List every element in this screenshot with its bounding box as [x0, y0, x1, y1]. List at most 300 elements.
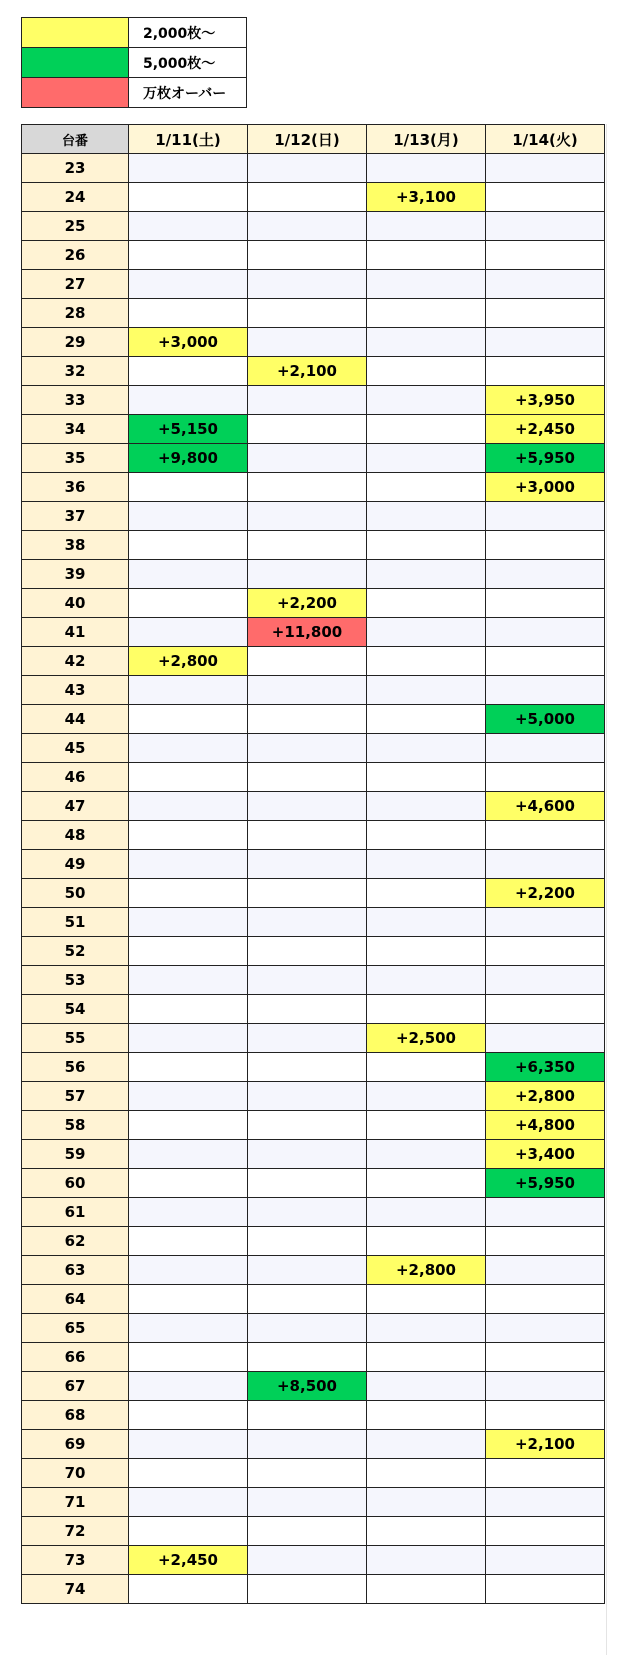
result-cell [248, 1140, 367, 1169]
result-cell [367, 328, 486, 357]
result-cell [248, 1575, 367, 1604]
result-cell [248, 473, 367, 502]
result-cell [367, 995, 486, 1024]
result-cell [129, 1140, 248, 1169]
machine-number: 26 [22, 241, 129, 270]
result-cell [367, 1343, 486, 1372]
result-cell [129, 531, 248, 560]
result-cell [248, 502, 367, 531]
result-cell [129, 1082, 248, 1111]
table-row [22, 1053, 605, 1082]
machine-number: 70 [22, 1459, 129, 1488]
table-row [22, 241, 605, 270]
result-cell [129, 154, 248, 183]
result-cell [367, 502, 486, 531]
table-row [22, 792, 605, 821]
machine-number: 68 [22, 1401, 129, 1430]
result-cell [129, 241, 248, 270]
result-cell: +5,950 [486, 1169, 605, 1198]
machine-number: 37 [22, 502, 129, 531]
machine-number: 48 [22, 821, 129, 850]
table-row [22, 1140, 605, 1169]
machine-number: 74 [22, 1575, 129, 1604]
result-cell: +8,500 [248, 1372, 367, 1401]
table-row [22, 1546, 605, 1575]
result-cell [129, 270, 248, 299]
result-cell [248, 879, 367, 908]
result-cell [486, 1024, 605, 1053]
result-cell [129, 792, 248, 821]
result-cell [248, 792, 367, 821]
result-cell [367, 1575, 486, 1604]
machine-number: 35 [22, 444, 129, 473]
result-cell [367, 299, 486, 328]
result-cell [248, 531, 367, 560]
result-cell [248, 328, 367, 357]
table-row [22, 1082, 605, 1111]
result-cell: +11,800 [248, 618, 367, 647]
result-cell [486, 1227, 605, 1256]
machine-number: 58 [22, 1111, 129, 1140]
result-cell [248, 1546, 367, 1575]
machine-number: 69 [22, 1430, 129, 1459]
machine-number: 29 [22, 328, 129, 357]
result-cell: +2,200 [248, 589, 367, 618]
result-cell [486, 821, 605, 850]
machine-number: 24 [22, 183, 129, 212]
result-cell [248, 299, 367, 328]
result-cell: +3,000 [129, 328, 248, 357]
table-row [22, 763, 605, 792]
result-cell [248, 1343, 367, 1372]
table-row [22, 618, 605, 647]
result-cell: +4,600 [486, 792, 605, 821]
result-cell: +2,800 [129, 647, 248, 676]
machine-number: 53 [22, 966, 129, 995]
result-cell [248, 1227, 367, 1256]
result-cell: +5,150 [129, 415, 248, 444]
machine-number: 56 [22, 1053, 129, 1082]
result-cell [248, 1169, 367, 1198]
machine-number: 73 [22, 1546, 129, 1575]
result-cell [248, 444, 367, 473]
result-cell [248, 560, 367, 589]
table-row [22, 821, 605, 850]
result-cell [367, 705, 486, 734]
result-cell [367, 1314, 486, 1343]
machine-result-table [21, 124, 605, 1604]
result-cell [367, 1517, 486, 1546]
result-cell [129, 589, 248, 618]
machine-number: 49 [22, 850, 129, 879]
table-row [22, 1024, 605, 1053]
result-cell [486, 241, 605, 270]
machine-number: 65 [22, 1314, 129, 1343]
result-cell [486, 647, 605, 676]
result-cell [248, 850, 367, 879]
result-cell [486, 937, 605, 966]
result-cell [367, 734, 486, 763]
machine-number: 42 [22, 647, 129, 676]
table-row [22, 502, 605, 531]
header-date: 1/13(月) [367, 125, 486, 154]
header-date: 1/11(土) [129, 125, 248, 154]
result-cell [129, 1198, 248, 1227]
result-cell [486, 995, 605, 1024]
table-row [22, 386, 605, 415]
result-cell: +6,350 [486, 1053, 605, 1082]
result-cell [129, 966, 248, 995]
legend-label: 5,000枚～ [129, 48, 247, 78]
table-row [22, 734, 605, 763]
result-cell [248, 154, 367, 183]
result-cell [367, 879, 486, 908]
machine-number: 23 [22, 154, 129, 183]
result-cell [248, 1314, 367, 1343]
table-row [22, 676, 605, 705]
result-cell [367, 821, 486, 850]
table-row [22, 1285, 605, 1314]
result-cell [367, 444, 486, 473]
table-row [22, 1198, 605, 1227]
result-cell [486, 676, 605, 705]
result-cell [486, 154, 605, 183]
result-cell [248, 908, 367, 937]
machine-number: 64 [22, 1285, 129, 1314]
result-cell [129, 1372, 248, 1401]
machine-number: 47 [22, 792, 129, 821]
result-cell [367, 1227, 486, 1256]
result-cell [367, 212, 486, 241]
machine-number: 36 [22, 473, 129, 502]
table-row [22, 473, 605, 502]
machine-number: 60 [22, 1169, 129, 1198]
result-cell [129, 1343, 248, 1372]
result-cell: +3,100 [367, 183, 486, 212]
result-cell [129, 618, 248, 647]
result-cell [129, 299, 248, 328]
machine-number: 41 [22, 618, 129, 647]
result-cell [129, 1575, 248, 1604]
result-cell [367, 241, 486, 270]
result-cell [486, 328, 605, 357]
result-cell [129, 1517, 248, 1546]
result-cell [486, 1314, 605, 1343]
machine-number: 62 [22, 1227, 129, 1256]
result-cell [248, 1256, 367, 1285]
result-cell: +3,400 [486, 1140, 605, 1169]
result-cell [129, 1024, 248, 1053]
result-cell [367, 415, 486, 444]
result-cell [367, 676, 486, 705]
table-row [22, 1517, 605, 1546]
table-row [22, 1401, 605, 1430]
result-cell [367, 357, 486, 386]
result-cell [248, 966, 367, 995]
result-cell [367, 647, 486, 676]
result-cell [248, 1430, 367, 1459]
result-cell [367, 1198, 486, 1227]
table-row [22, 1169, 605, 1198]
result-cell [486, 270, 605, 299]
table-row [22, 1343, 605, 1372]
result-cell [367, 1546, 486, 1575]
result-cell [367, 270, 486, 299]
result-cell [129, 763, 248, 792]
result-cell [129, 1053, 248, 1082]
result-cell: +2,500 [367, 1024, 486, 1053]
result-cell [129, 183, 248, 212]
table-row [22, 1430, 605, 1459]
table-row [22, 183, 605, 212]
sheet-gridline [606, 124, 607, 1655]
result-cell [486, 1546, 605, 1575]
table-row [22, 995, 605, 1024]
result-cell: +3,950 [486, 386, 605, 415]
result-cell [486, 357, 605, 386]
result-cell [129, 1227, 248, 1256]
machine-number: 25 [22, 212, 129, 241]
table-row [22, 1256, 605, 1285]
result-cell [486, 908, 605, 937]
result-cell [367, 589, 486, 618]
result-cell [486, 850, 605, 879]
legend-swatch-yellow [22, 18, 129, 48]
result-cell [129, 560, 248, 589]
result-cell: +9,800 [129, 444, 248, 473]
header-row [22, 125, 605, 154]
machine-number: 34 [22, 415, 129, 444]
header-machine-number: 台番 [22, 125, 129, 154]
machine-number: 39 [22, 560, 129, 589]
result-cell [486, 1256, 605, 1285]
table-row [22, 299, 605, 328]
table-row [22, 212, 605, 241]
machine-number: 61 [22, 1198, 129, 1227]
result-cell [367, 966, 486, 995]
result-cell [367, 850, 486, 879]
result-cell [248, 734, 367, 763]
result-cell [129, 212, 248, 241]
table-row [22, 328, 605, 357]
result-cell [486, 734, 605, 763]
result-cell [129, 1256, 248, 1285]
result-cell [367, 473, 486, 502]
result-cell [129, 1169, 248, 1198]
machine-number: 72 [22, 1517, 129, 1546]
result-cell [367, 531, 486, 560]
result-cell [486, 1517, 605, 1546]
table-row [22, 154, 605, 183]
table-row [22, 531, 605, 560]
header-date: 1/14(火) [486, 125, 605, 154]
result-cell [486, 618, 605, 647]
table-row [22, 444, 605, 473]
result-cell [248, 1053, 367, 1082]
table-row [22, 415, 605, 444]
table-row [22, 560, 605, 589]
result-cell [248, 1198, 367, 1227]
result-cell [129, 908, 248, 937]
result-cell [486, 502, 605, 531]
table-row [22, 1575, 605, 1604]
result-cell [129, 705, 248, 734]
machine-number: 46 [22, 763, 129, 792]
legend-row [22, 78, 247, 108]
result-cell [248, 676, 367, 705]
result-cell [486, 1343, 605, 1372]
table-row [22, 357, 605, 386]
table-row [22, 937, 605, 966]
result-cell [248, 212, 367, 241]
legend-swatch-red [22, 78, 129, 108]
machine-number: 27 [22, 270, 129, 299]
result-cell [486, 1575, 605, 1604]
result-cell [367, 1169, 486, 1198]
result-cell: +2,100 [248, 357, 367, 386]
result-cell: +2,200 [486, 879, 605, 908]
result-cell [367, 908, 486, 937]
machine-number: 63 [22, 1256, 129, 1285]
result-cell [248, 270, 367, 299]
machine-number: 67 [22, 1372, 129, 1401]
result-cell [248, 1401, 367, 1430]
table-row [22, 1372, 605, 1401]
result-cell [129, 1111, 248, 1140]
table-row [22, 1314, 605, 1343]
result-cell [129, 821, 248, 850]
result-cell [129, 879, 248, 908]
result-cell [486, 299, 605, 328]
machine-number: 32 [22, 357, 129, 386]
legend-row [22, 18, 247, 48]
result-cell: +2,800 [367, 1256, 486, 1285]
machine-number: 66 [22, 1343, 129, 1372]
machine-number: 55 [22, 1024, 129, 1053]
result-cell [367, 1140, 486, 1169]
result-cell [486, 966, 605, 995]
result-cell [248, 1024, 367, 1053]
result-cell [129, 502, 248, 531]
table-row [22, 705, 605, 734]
result-cell [129, 386, 248, 415]
result-cell [486, 531, 605, 560]
result-cell [248, 705, 367, 734]
result-cell [129, 850, 248, 879]
result-cell: +2,100 [486, 1430, 605, 1459]
result-cell [129, 937, 248, 966]
machine-number: 59 [22, 1140, 129, 1169]
result-cell [367, 1459, 486, 1488]
result-cell [486, 1459, 605, 1488]
legend-label: 万枚オーバー [129, 78, 247, 108]
result-cell [367, 618, 486, 647]
result-cell [367, 560, 486, 589]
result-cell: +4,800 [486, 1111, 605, 1140]
result-cell [129, 1314, 248, 1343]
result-cell [486, 183, 605, 212]
result-cell [367, 937, 486, 966]
table-row [22, 1488, 605, 1517]
result-cell [367, 1430, 486, 1459]
result-cell [248, 183, 367, 212]
result-cell: +2,800 [486, 1082, 605, 1111]
machine-number: 44 [22, 705, 129, 734]
table-row [22, 1111, 605, 1140]
result-cell [129, 734, 248, 763]
result-cell [248, 241, 367, 270]
legend-label: 2,000枚～ [129, 18, 247, 48]
result-cell [248, 1111, 367, 1140]
result-cell [367, 1488, 486, 1517]
result-cell [129, 995, 248, 1024]
result-cell [486, 763, 605, 792]
result-cell [129, 473, 248, 502]
result-cell [486, 1488, 605, 1517]
result-cell [248, 1488, 367, 1517]
machine-number: 45 [22, 734, 129, 763]
machine-number: 54 [22, 995, 129, 1024]
result-cell [367, 1372, 486, 1401]
result-cell [367, 1401, 486, 1430]
table-row [22, 966, 605, 995]
result-cell [248, 386, 367, 415]
result-cell: +2,450 [486, 415, 605, 444]
result-cell [129, 1401, 248, 1430]
table-row [22, 850, 605, 879]
result-cell [486, 212, 605, 241]
result-cell [367, 1111, 486, 1140]
result-cell [248, 415, 367, 444]
result-cell: +3,000 [486, 473, 605, 502]
result-cell [486, 1401, 605, 1430]
table-row [22, 908, 605, 937]
result-cell [486, 1285, 605, 1314]
machine-number: 43 [22, 676, 129, 705]
result-cell [129, 357, 248, 386]
result-cell: +5,000 [486, 705, 605, 734]
machine-number: 38 [22, 531, 129, 560]
machine-number: 57 [22, 1082, 129, 1111]
machine-number: 52 [22, 937, 129, 966]
result-cell [248, 1082, 367, 1111]
result-cell [248, 1285, 367, 1314]
machine-number: 28 [22, 299, 129, 328]
result-cell [367, 1285, 486, 1314]
legend-swatch-green [22, 48, 129, 78]
result-cell [367, 386, 486, 415]
machine-number: 40 [22, 589, 129, 618]
result-cell [248, 937, 367, 966]
result-cell [248, 1459, 367, 1488]
result-cell [367, 1053, 486, 1082]
table-row [22, 1459, 605, 1488]
result-cell [129, 1430, 248, 1459]
result-cell: +2,450 [129, 1546, 248, 1575]
result-cell [367, 154, 486, 183]
table-row [22, 270, 605, 299]
result-cell [367, 792, 486, 821]
result-cell [486, 589, 605, 618]
result-cell [129, 676, 248, 705]
result-cell [248, 647, 367, 676]
table-row [22, 879, 605, 908]
machine-number: 33 [22, 386, 129, 415]
result-cell [129, 1459, 248, 1488]
result-cell [129, 1488, 248, 1517]
result-cell [129, 1285, 248, 1314]
result-cell [367, 763, 486, 792]
